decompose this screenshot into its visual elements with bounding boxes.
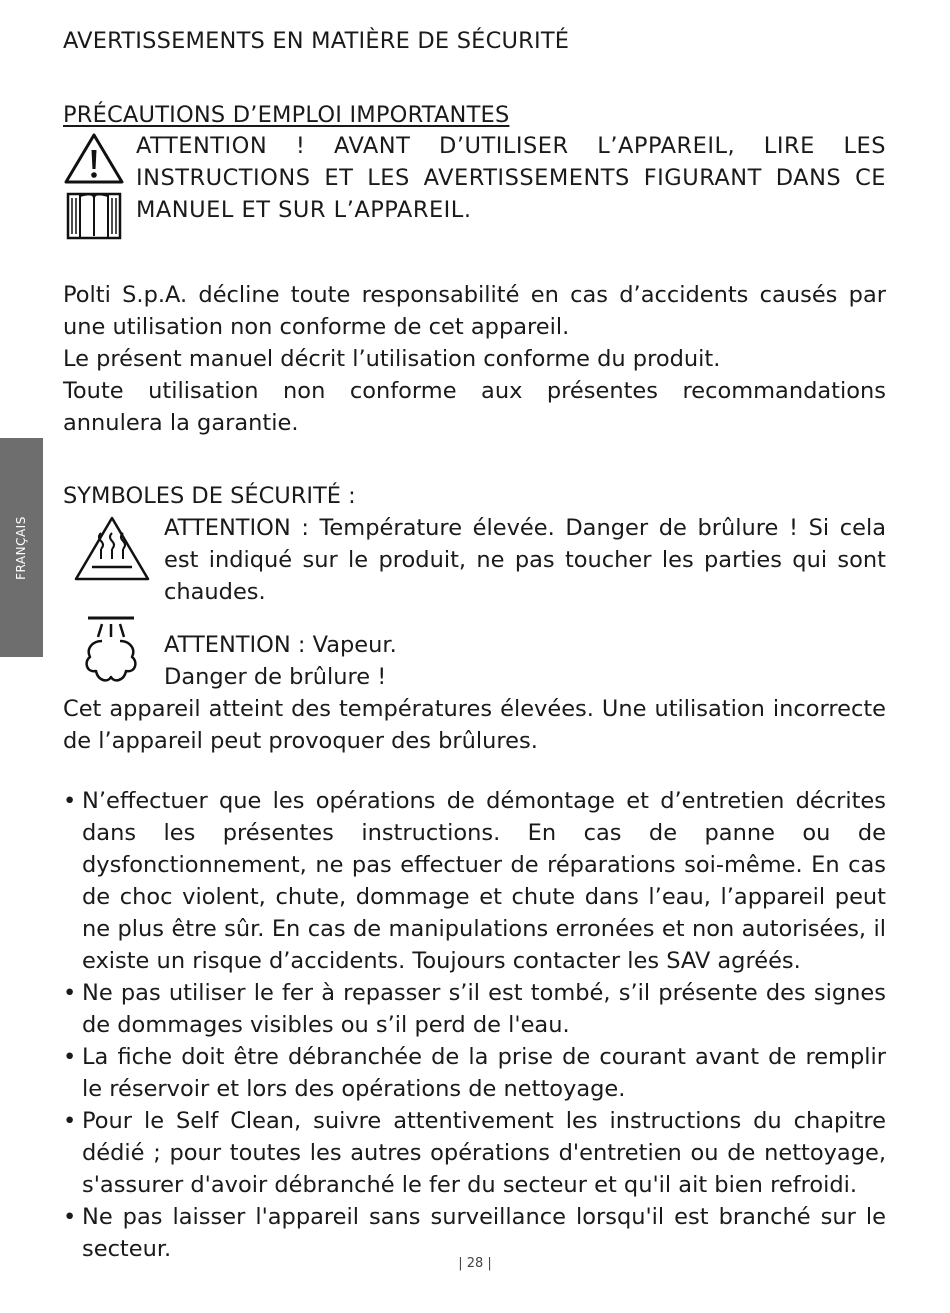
intro-paragraph-2: Le présent manuel décrit l’utilisation conforme du produit.: [63, 346, 721, 372]
hot-surface-icon: [72, 515, 152, 585]
intro-paragraph-3: Toute utilisation non conforme aux présentes recommandations annulera la garantie.: [63, 378, 886, 436]
hot-surface-text: ATTENTION : Température élevée. Danger de brûlure ! Si cela est indiqué sur le produit, ne pas toucher les parties qui sont chaudes.: [164, 515, 886, 605]
symbols-heading: SYMBOLES DE SÉCURITÉ :: [63, 483, 356, 509]
warning-triangle-icon: [63, 132, 125, 244]
language-side-tab: [0, 438, 43, 657]
precautions-icons: [63, 130, 136, 248]
page-number: | 28 |: [458, 1256, 492, 1271]
precautions-warning-block: [63, 130, 886, 248]
high-temperature-note: Cet appareil atteint des températures élevées. Une utilisation incorrecte de l’appareil peut provoquer des brûlures.: [63, 696, 886, 754]
list-item: • Ne pas laisser l'appareil sans surveillance lorsqu'il est branché sur le secteur.: [63, 1201, 886, 1265]
steam-text-line-1: ATTENTION : Vapeur.: [164, 632, 397, 658]
steam-icon: [80, 615, 150, 685]
manual-book-icon: [68, 194, 120, 238]
list-item: • N’effectuer que les opérations de démontage et d’entretien décrites dans les présentes instructions. En cas de panne ou de dysfonctionnement, ne pas effectuer de réparations soi-même. En cas de choc violent, chute, dommage et chute dans l’eau, l’appareil peut ne plus être sûr. En cas de manipulations erronées et non autorisées, il existe un risque d’accidents. Toujours contacter les SAV agréés.: [63, 785, 886, 977]
safety-bullet-list: [63, 785, 886, 1265]
hot-surface-symbol-row: [63, 512, 886, 608]
document-page: [63, 26, 886, 1265]
language-label: FRANÇAIS: [14, 516, 28, 580]
steam-text-line-2: Danger de brûlure !: [164, 664, 387, 690]
steam-symbol-row: [63, 629, 886, 693]
list-item: • Ne pas utiliser le fer à repasser s’il est tombé, s’il présente des signes de dommages visibles ou s’il perd de l'eau.: [63, 977, 886, 1041]
precautions-warning-text: ATTENTION ! AVANT D’UTILISER L’APPAREIL, LIRE LES INSTRUCTIONS ET LES AVERTISSEMENTS FIGURANT DANS CE MANUEL ET SUR L’APPAREIL.: [136, 133, 886, 223]
precautions-heading: PRÉCAUTIONS D’EMPLOI IMPORTANTES: [63, 102, 510, 128]
page-title: AVERTISSEMENTS EN MATIÈRE DE SÉCURITÉ: [63, 28, 570, 54]
list-item: • La fiche doit être débranchée de la prise de courant avant de remplir le réservoir et lors des opérations de nettoyage.: [63, 1041, 886, 1105]
intro-paragraph-1: Polti S.p.A. décline toute responsabilité en cas d’accidents causés par une utilisation non conforme de cet appareil.: [63, 282, 886, 340]
list-item: • Pour le Self Clean, suivre attentivement les instructions du chapitre dédié ; pour toutes les autres opérations d'entretien ou de nettoyage, s'assurer d'avoir débranché le fer du secteur et qu'il ait bien refroidi.: [63, 1105, 886, 1201]
